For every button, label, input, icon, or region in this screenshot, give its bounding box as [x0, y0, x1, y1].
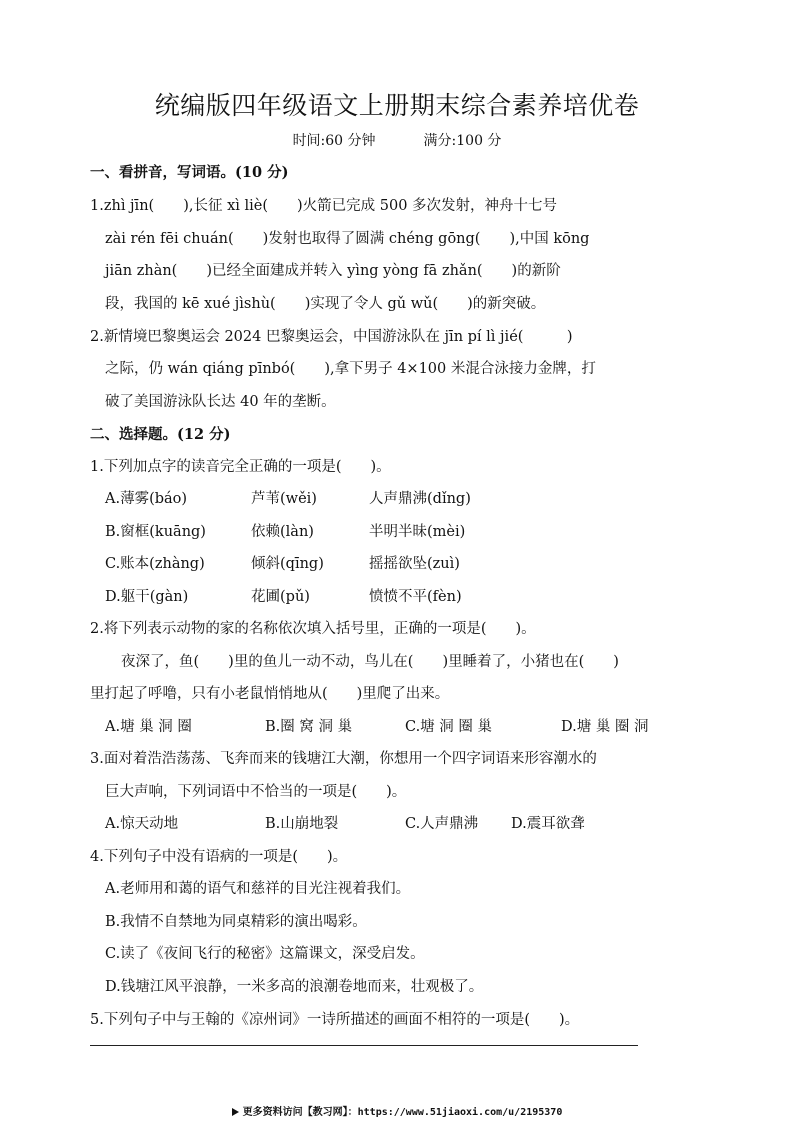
s2-q3-stem-line2: 巨大声响，下列词语中不恰当的一项是( )。	[105, 784, 407, 800]
s2-q3-stem-line1: 3.面对着浩浩荡荡、飞奔而来的钱塘江大潮，你想用一个四字词语来形容潮水的	[90, 751, 597, 767]
page-divider	[90, 1045, 638, 1046]
section1-heading: 一、看拼音，写词语。(10 分)	[90, 164, 289, 181]
flag-icon	[232, 1108, 239, 1116]
s2-q2-passage-line1: 夜深了，鱼( )里的鱼儿一动不动，鸟儿在( )里睡着了，小猪也在( )	[121, 654, 619, 670]
s2-q4-option-a: A.老师用和蔼的语气和慈祥的目光注视着我们。	[105, 881, 411, 897]
s2-q5-stem: 5.下列句子中与王翰的《凉州词》一诗所描述的画面不相符的一项是( )。	[90, 1012, 580, 1028]
s2-q2-passage-line2: 里打起了呼噜，只有小老鼠悄悄地从( )里爬了出来。	[90, 686, 450, 702]
score-label: 满分:100 分	[423, 133, 502, 149]
s1-q1-line2: zài rén fēi chuán( )发射也取得了圆满 chéng gōng( ),中国 kōng	[105, 231, 590, 247]
s2-q4-option-b: B.我情不自禁地为同桌精彩的演出喝彩。	[105, 914, 367, 930]
footer	[0, 1106, 794, 1120]
section2-heading: 二、选择题。(12 分)	[90, 426, 231, 443]
exam-info	[0, 130, 794, 152]
time-label: 时间:60 分钟	[292, 133, 376, 149]
footer-link[interactable]: 更多资料访问【教习网】：https://www.51jiaoxi.com/u/2195370	[242, 1107, 563, 1118]
exam-page: 统编版四年级语文上册期末综合素养培优卷 时间:60 分钟 满分:100 分 一、看拼音，写词语。(10 分) 1.zhì jīn( ),长征 xì liè( )火箭已完成 500 多次发射，神舟十七号 zài rén fēi chuán( )发射也取得了圆满 chéng gōng( ),中国 kōng jiān zhàn( )已经全面建成并转入 yìng yòng fā zhǎn( )的新阶 段，我国的 kē xué jìshù( )实现了令人 gǔ wǔ( )的新突破。 2.新情境巴黎奥运会 2024 巴黎奥运会，中国游泳队在 jīn pí lì jié( ) 之际，仍 wán qiáng pīnbó( ),拿下男子 4×100 米混合泳接力金牌，打 破了美国游泳队长达 40 年的垄断。 二、选择题。(12 分) 1.下列加点字的读音完全正确的一项是( )。 A.薄雾(báo) 芦苇(wěi) 人声鼎沸(dǐng) B.窗框(kuāng) 依赖(làn) 半明半昧(mèi) C.账本(zhàng) 倾斜(qīng) 摇摇欲坠(zuì) D.躯干(gàn) 花圃(pǔ) 愤愤不平(fèn) 2.将下列表示动物的家的名称依次填入括号里，正确的一项是( )。 夜深了，鱼( )里的鱼儿一动不动，鸟儿在( )里睡着了，小猪也在( ) 里打起了呼噜，只有小老鼠悄悄地从( )里爬了出来。 A.塘 巢 洞 圈 B.圈 窝 洞 巢 C.塘 洞 圈 巢 D.塘 巢 圈 洞 3.面对着浩浩荡荡、飞奔而来的钱塘江大潮，你想用一个四字词语来形容潮水的 巨大声响，下列词语中不恰当的一项是( )。 A.惊天动地 B.山崩地裂 C.人声鼎沸 D.震耳欲聋 4.下列句子中没有语病的一项是( )。 A.老师用和蔼的语气和慈祥的目光注视着我们。 B.我情不自禁地为同桌精彩的演出喝彩。 C.读了《夜间飞行的秘密》这篇课文，深受启发。 D.钱塘江风平浪静，一米多高的浪潮卷地而来，壮观极了。 5.下列句子中与王翰的《凉州词》一诗所描述的画面不相符的一项是( )。 更多资料访问【教习网】：https://www.51jiaoxi.com/u/2195370	[0, 0, 794, 1124]
s1-q1-line3: jiān zhàn( )已经全面建成并转入 yìng yòng fā zhǎn( )的新阶	[105, 263, 561, 279]
s2-q2-stem: 2.将下列表示动物的家的名称依次填入括号里，正确的一项是( )。	[90, 621, 536, 637]
s2-q4-option-d: D.钱塘江风平浪静，一米多高的浪潮卷地而来，壮观极了。	[105, 979, 484, 995]
s1-q1-line4: 段，我国的 kē xué jìshù( )实现了令人 gǔ wǔ( )的新突破。	[105, 296, 546, 312]
s1-q2-line3: 破了美国游泳队长达 40 年的垄断。	[105, 394, 336, 410]
s1-q1-line1: 1.zhì jīn( ),长征 xì liè( )火箭已完成 500 多次发射，神舟十七号	[90, 198, 558, 214]
s1-q2-line1: 2.新情境巴黎奥运会 2024 巴黎奥运会，中国游泳队在 jīn pí lì jié( )	[90, 329, 573, 345]
s1-q2-line2: 之际，仍 wán qiáng pīnbó( ),拿下男子 4×100 米混合泳接力金牌，打	[105, 361, 596, 377]
s2-q4-stem: 4.下列句子中没有语病的一项是( )。	[90, 849, 348, 865]
s2-q1-stem: 1.下列加点字的读音完全正确的一项是( )。	[90, 459, 391, 475]
page-title: 统编版四年级语文上册期末综合素养培优卷	[154, 91, 640, 120]
s2-q4-option-c: C.读了《夜间飞行的秘密》这篇课文，深受启发。	[105, 946, 425, 962]
